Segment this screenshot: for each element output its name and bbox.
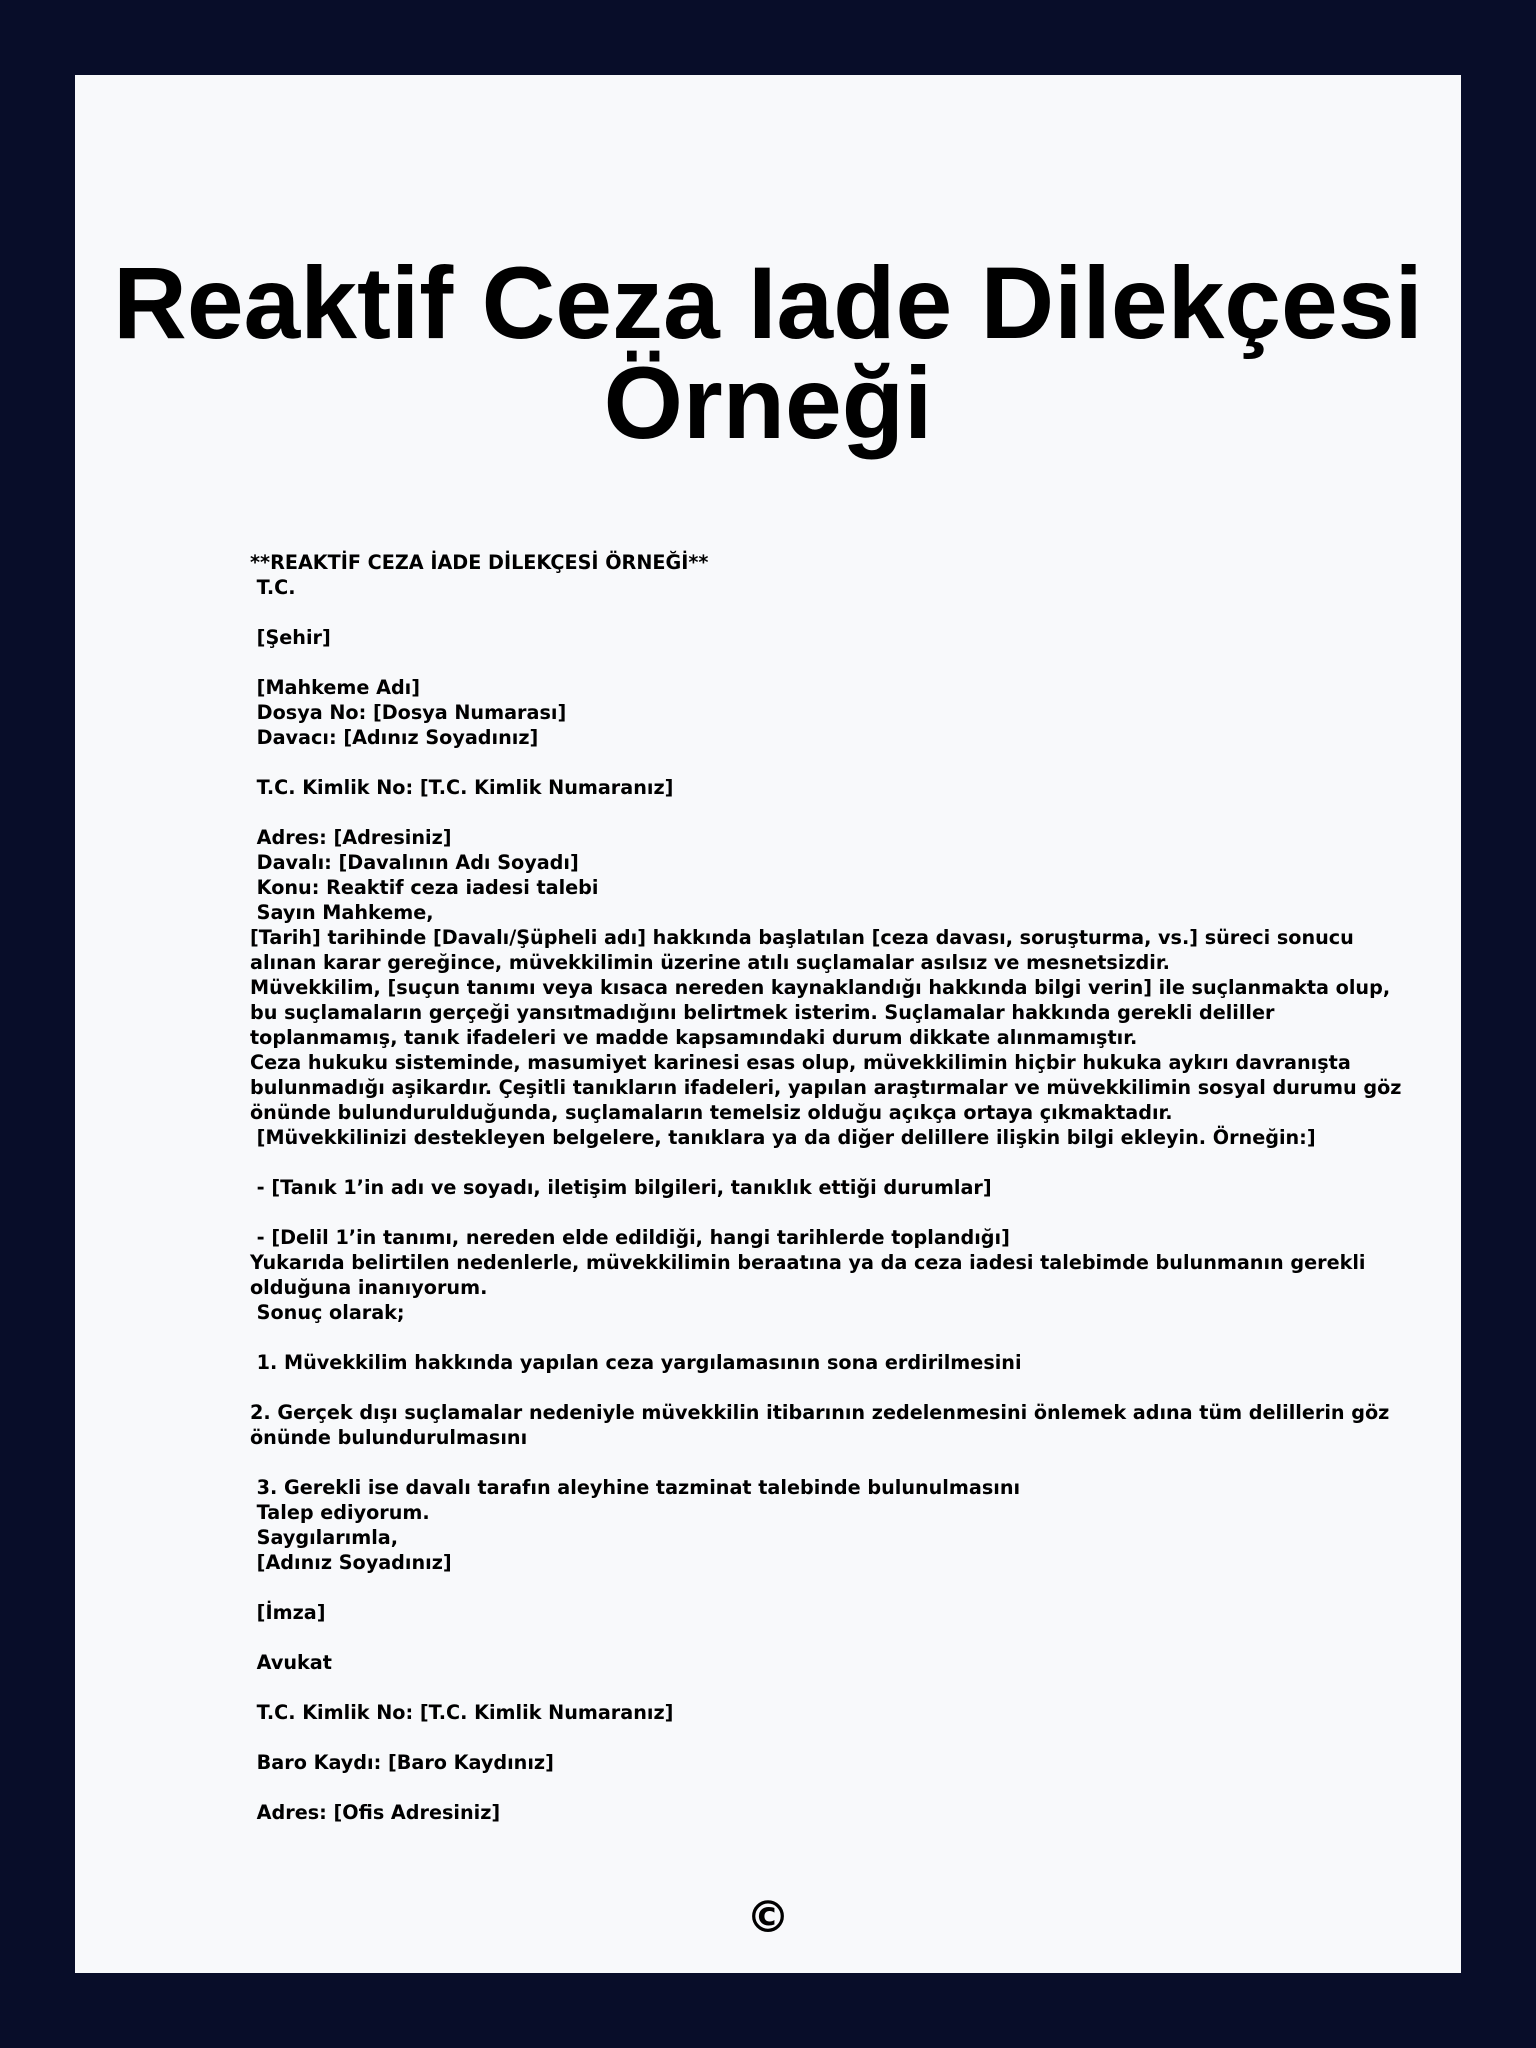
- document-line: [Tarih] tarihinde [Davalı/Şüpheli adı] hakkında başlatılan [ceza davası, soruşturma, vs.] süreci sonucu: [250, 926, 1354, 949]
- document-line: Talep ediyorum.: [250, 1501, 430, 1524]
- document-line: Sayın Mahkeme,: [250, 901, 434, 924]
- document-line: [250, 1675, 1290, 1700]
- document-line: Adres: [Adresiniz]: [250, 826, 452, 849]
- document-line: [Şehir]: [250, 626, 331, 649]
- document-line: [250, 1725, 1290, 1750]
- document-line: [250, 1375, 1290, 1400]
- document-line: bu suçlamaların gerçeği yansıtmadığını belirtmek isterim. Suçlamalar hakkında gerekli deliller: [250, 1001, 1275, 1024]
- document-line: önünde bulundurulduğunda, suçlamaların temelsiz olduğu açıkça ortaya çıkmaktadır.: [250, 1101, 1173, 1124]
- document-line: T.C. Kimlik No: [T.C. Kimlik Numaranız]: [250, 776, 674, 799]
- document-title: Reaktif Ceza Iade Dilekçesi Örneği: [113, 246, 1423, 460]
- document-line: bulunmadığı aşikardır. Çeşitli tanıkların ifadeleri, yapılan araştırmalar ve müvekkilimin sosyal durumu göz: [250, 1076, 1402, 1099]
- document-page: [75, 75, 1461, 1973]
- document-line: 1. Müvekkilim hakkında yapılan ceza yargılamasının sona erdirilmesini: [250, 1351, 1022, 1374]
- document-line: [250, 1200, 1290, 1225]
- document-line: alınan karar gereğince, müvekkilimin üzerine atılı suçlamalar asılsız ve mesnetsizdir.: [250, 951, 1170, 974]
- document-line: önünde bulundurulmasını: [250, 1426, 528, 1449]
- document-line: [250, 1450, 1290, 1475]
- document-line: [250, 1775, 1290, 1800]
- document-line: **REAKTİF CEZA İADE DİLEKÇESİ ÖRNEĞİ**: [250, 551, 709, 574]
- document-line: Yukarıda belirtilen nedenlerle, müvekkilimin beraatına ya da ceza iadesi talebimde bulunmanın gerekli: [250, 1251, 1366, 1274]
- document-line: [Adınız Soyadınız]: [250, 1551, 452, 1574]
- document-line: Konu: Reaktif ceza iadesi talebi: [250, 876, 599, 899]
- document-line: Adres: [Ofis Adresiniz]: [250, 1801, 501, 1824]
- document-line: 3. Gerekli ise davalı tarafın aleyhine tazminat talebinde bulunulmasını: [250, 1476, 1021, 1499]
- document-line: Davalı: [Davalının Adı Soyadı]: [250, 851, 579, 874]
- document-line: [250, 800, 1290, 825]
- document-line: Davacı: [Adınız Soyadınız]: [250, 726, 539, 749]
- document-line: [Müvekkilinizi destekleyen belgelere, tanıklara ya da diğer delillere ilişkin bilgi ekleyin. Örneğin:]: [250, 1126, 1316, 1149]
- document-line: [250, 1150, 1290, 1175]
- document-body: [250, 550, 1402, 1825]
- document-line: Saygılarımla,: [250, 1526, 399, 1549]
- document-line: 2. Gerçek dışı suçlamalar nedeniyle müvekkilin itibarının zedelenmesini önlemek adına tüm delillerin göz: [250, 1401, 1390, 1424]
- document-line: - [Delil 1’in tanımı, nereden elde edildiği, hangi tarihlerde toplandığı]: [250, 1226, 1010, 1249]
- document-line: [250, 1325, 1290, 1350]
- document-line: [250, 1575, 1290, 1600]
- document-line: T.C.: [250, 576, 296, 599]
- document-line: Sonuç olarak;: [250, 1301, 405, 1324]
- document-line: [250, 650, 1290, 675]
- document-line: [250, 1625, 1290, 1650]
- document-line: [Mahkeme Adı]: [250, 676, 421, 699]
- document-line: Avukat: [250, 1651, 332, 1674]
- document-line: toplanmamış, tanık ifadeleri ve madde kapsamındaki durum dikkate alınmamıştır.: [250, 1026, 1138, 1049]
- copyright-symbol: ©: [746, 1892, 790, 1943]
- document-line: Müvekkilim, [suçun tanımı veya kısaca nereden kaynaklandığı hakkında bilgi verin] ile suçlanmakta olup,: [250, 976, 1391, 999]
- document-line: Dosya No: [Dosya Numarası]: [250, 701, 567, 724]
- document-line: [250, 750, 1290, 775]
- document-line: [250, 600, 1290, 625]
- document-line: Baro Kaydı: [Baro Kaydınız]: [250, 1751, 554, 1774]
- document-line: Ceza hukuku sisteminde, masumiyet karinesi esas olup, müvekkilimin hiçbir hukuka aykırı davranışta: [250, 1051, 1351, 1074]
- document-line: - [Tanık 1’in adı ve soyadı, iletişim bilgileri, tanıklık ettiği durumlar]: [250, 1176, 992, 1199]
- document-line: olduğuna inanıyorum.: [250, 1276, 488, 1299]
- document-line: T.C. Kimlik No: [T.C. Kimlik Numaranız]: [250, 1701, 674, 1724]
- document-line: [İmza]: [250, 1601, 326, 1624]
